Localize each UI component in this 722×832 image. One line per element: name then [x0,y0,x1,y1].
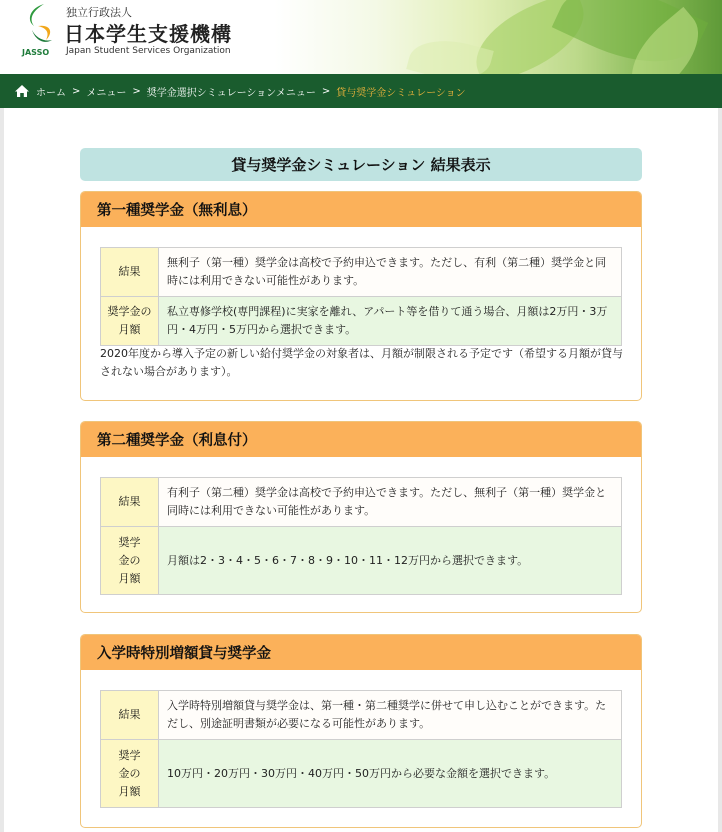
org-name-en: Japan Student Services Organization [66,46,231,56]
page-title: 貸与奨学金シミュレーション 結果表示 [80,148,642,181]
section-title: 入学時特別増額貸与奨学金 [81,635,641,670]
breadcrumb-home-link[interactable]: ホーム [36,87,66,99]
breadcrumb-separator: > [321,85,331,97]
breadcrumb [0,74,722,108]
org-name: 日本学生支援機構 [64,22,232,46]
breadcrumb-menu-link[interactable]: メニュー [86,87,127,99]
header-leaf-decoration [406,30,494,74]
site-header [0,0,722,74]
result-label: 結果 [101,248,159,297]
table-row [101,297,622,346]
amount-label: 奨学金の月額 [101,527,159,595]
breadcrumb-separator: > [132,85,141,97]
section-admission-special-scholarship [80,634,642,828]
site-logo[interactable] [12,2,242,68]
result-table [100,690,622,808]
amount-text: 10万円・20万円・30万円・40万円・50万円から必要な金額を選択できます。 [159,740,622,808]
logo-abbr: JASSO [22,48,50,57]
content-border-left [0,108,4,832]
result-text: 入学時特別増額貸与奨学金は、第一種・第二種奨学に併せて申し込むことができます。ただし、別途証明書類が必要になる可能性があります。 [159,691,622,740]
table-row [101,691,622,740]
table-row [101,527,622,595]
breadcrumb-separator: > [72,85,81,97]
breadcrumb-simulation-menu-link[interactable]: 奨学金選択シミュレーションメニュー [146,87,316,99]
jasso-logo-icon [20,2,60,48]
table-row [101,740,622,808]
amount-text: 月額は2・3・4・5・6・7・8・9・10・11・12万円から選択できます。 [159,527,622,595]
home-icon [14,84,30,98]
section-type2-scholarship [80,421,642,613]
amount-text: 私立専修学校(専門課程)に実家を離れ、アパート等を借りて通う場合、月額は2万円・3万円・4万円・5万円から選択できます。 [159,297,622,346]
amount-label: 奨学金の月額 [101,740,159,808]
result-text: 無利子（第一種）奨学金は高校で予約申込できます。ただし、有利（第二種）奨学金と同時には利用できない可能性があります。 [159,248,622,297]
amount-label: 奨学金の月額 [101,297,159,346]
section-title: 第一種奨学金（無利息） [81,192,641,227]
section-note: 2020年度から導入予定の新しい給付奨学金の対象者は、月額が制限される予定です（希望する月額が貸与されない場合があります）。 [100,347,623,378]
breadcrumb-current: 貸与奨学金シミュレーション [336,87,466,99]
result-text: 有利子（第二種）奨学金は高校で予約申込できます。ただし、無利子（第一種）奨学金と同時には利用できない可能性があります。 [159,478,622,527]
result-table [100,247,622,346]
result-label: 結果 [101,478,159,527]
org-sub-label: 独立行政法人 [66,6,132,19]
result-label: 結果 [101,691,159,740]
result-table [100,477,622,595]
table-row [101,248,622,297]
section-type1-scholarship [80,191,642,401]
content-border-right [718,108,722,832]
table-row [101,478,622,527]
section-title: 第二種奨学金（利息付） [81,422,641,457]
